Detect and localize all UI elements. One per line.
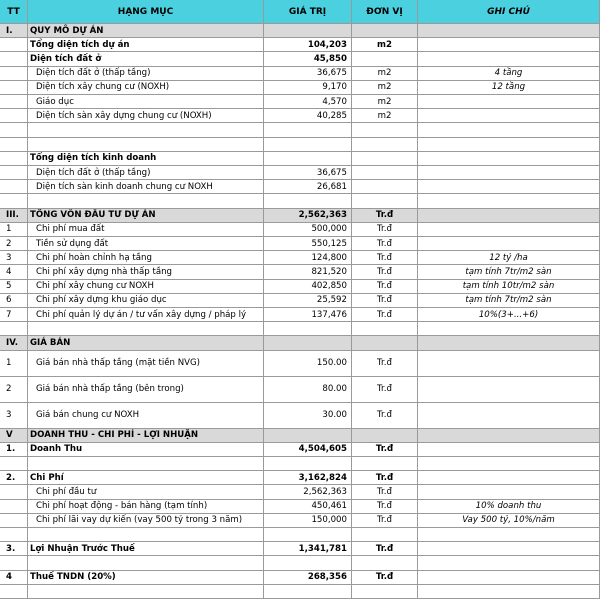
cell-gia-tri[interactable] [264, 138, 352, 152]
cell-tt[interactable] [0, 152, 28, 166]
cell-tt[interactable]: 1. [0, 443, 28, 457]
cell-ghi-chu[interactable] [418, 351, 600, 377]
table-row [0, 265, 600, 279]
cell-don-vi[interactable]: Tr.đ [352, 265, 418, 279]
cell-ghi-chu[interactable]: 12 tỷ /ha [418, 251, 600, 265]
table-row [0, 403, 600, 429]
cell-tt[interactable] [0, 180, 28, 194]
cell-don-vi[interactable]: Tr.đ [352, 308, 418, 322]
cell-ghi-chu[interactable]: 12 tầng [418, 81, 600, 95]
cell-ghi-chu[interactable] [418, 194, 600, 208]
table-row [0, 52, 600, 66]
cell-don-vi[interactable] [352, 585, 418, 599]
cell-don-vi[interactable]: Tr.đ [352, 280, 418, 294]
cell-tt[interactable] [0, 95, 28, 109]
cell-ghi-chu[interactable] [418, 542, 600, 556]
cell-hang-muc[interactable]: Tiền sử dụng đất [28, 237, 264, 251]
cell-tt[interactable] [0, 166, 28, 180]
cell-gia-tri[interactable] [264, 152, 352, 166]
cell-don-vi[interactable] [352, 166, 418, 180]
cell-gia-tri[interactable]: 150,000 [264, 514, 352, 528]
cell-don-vi[interactable] [352, 528, 418, 542]
cell-hang-muc[interactable]: DOANH THU - CHI PHÍ - LỢI NHUẬN [28, 429, 264, 443]
cell-hang-muc[interactable]: Chi phí đầu tư [28, 485, 264, 499]
cell-ghi-chu[interactable] [418, 109, 600, 123]
cell-don-vi[interactable] [352, 556, 418, 570]
table-row [0, 571, 600, 585]
cell-hang-muc[interactable]: Chi phí hoàn chỉnh hạ tầng [28, 251, 264, 265]
table-row [0, 528, 600, 542]
cell-gia-tri[interactable] [264, 24, 352, 38]
table-row [0, 67, 600, 81]
cell-don-vi[interactable]: Tr.đ [352, 377, 418, 403]
cell-gia-tri[interactable] [264, 585, 352, 599]
cell-don-vi[interactable]: Tr.đ [352, 471, 418, 485]
cell-hang-muc[interactable]: GIÁ BÁN [28, 336, 264, 350]
cell-don-vi[interactable] [352, 138, 418, 152]
cell-tt[interactable] [0, 194, 28, 208]
cell-hang-muc[interactable] [28, 457, 264, 471]
cell-hang-muc[interactable]: Chi phí xây dựng nhà thấp tầng [28, 265, 264, 279]
table-row [0, 485, 600, 499]
cell-ghi-chu[interactable] [418, 152, 600, 166]
cell-hang-muc[interactable] [28, 123, 264, 137]
cell-tt[interactable]: 1 [0, 223, 28, 237]
cell-gia-tri[interactable]: 402,850 [264, 280, 352, 294]
table-row [0, 457, 600, 471]
cell-tt[interactable]: V [0, 429, 28, 443]
cell-ghi-chu[interactable] [418, 180, 600, 194]
table-row [0, 585, 600, 599]
cell-tt[interactable]: 4 [0, 571, 28, 585]
cell-gia-tri[interactable]: 124,800 [264, 251, 352, 265]
cell-gia-tri[interactable]: 550,125 [264, 237, 352, 251]
cell-hang-muc[interactable] [28, 556, 264, 570]
cell-tt[interactable] [0, 81, 28, 95]
table-row [0, 280, 600, 294]
cell-don-vi[interactable]: Tr.đ [352, 223, 418, 237]
cell-gia-tri[interactable]: 2,562,363 [264, 209, 352, 223]
cell-ghi-chu[interactable]: 4 tầng [418, 67, 600, 81]
cell-gia-tri[interactable]: 3,162,824 [264, 471, 352, 485]
table-row [0, 556, 600, 570]
cell-gia-tri[interactable]: 26,681 [264, 180, 352, 194]
cell-ghi-chu[interactable] [418, 485, 600, 499]
cell-gia-tri[interactable] [264, 123, 352, 137]
cell-tt[interactable]: 3. [0, 542, 28, 556]
cell-don-vi[interactable]: Tr.đ [352, 209, 418, 223]
table-row [0, 194, 600, 208]
cell-ghi-chu[interactable] [418, 166, 600, 180]
cell-ghi-chu[interactable]: 10%(3+...+6) [418, 308, 600, 322]
cell-tt[interactable] [0, 585, 28, 599]
cell-hang-muc[interactable]: Tổng diện tích dự án [28, 38, 264, 52]
cell-don-vi[interactable]: m2 [352, 38, 418, 52]
table-row [0, 237, 600, 251]
cell-hang-muc[interactable]: Tổng diện tích kinh doanh [28, 152, 264, 166]
cell-ghi-chu[interactable]: tạm tính 10tr/m2 sàn [418, 280, 600, 294]
cell-tt[interactable]: III. [0, 209, 28, 223]
cell-hang-muc[interactable]: Thuế TNDN (20%) [28, 571, 264, 585]
cell-don-vi[interactable] [352, 52, 418, 66]
table-row [0, 471, 600, 485]
cell-tt[interactable] [0, 52, 28, 66]
cell-don-vi[interactable] [352, 123, 418, 137]
table-row [0, 500, 600, 514]
cell-tt[interactable] [0, 457, 28, 471]
cell-ghi-chu[interactable] [418, 585, 600, 599]
cell-don-vi[interactable]: Tr.đ [352, 443, 418, 457]
cell-don-vi[interactable]: Tr.đ [352, 542, 418, 556]
cell-ghi-chu[interactable] [418, 52, 600, 66]
cell-ghi-chu[interactable] [418, 237, 600, 251]
table-row [0, 123, 600, 137]
cell-tt[interactable] [0, 123, 28, 137]
cell-hang-muc[interactable]: Diện tích xây chung cư (NOXH) [28, 81, 264, 95]
cell-hang-muc[interactable]: Giá bán chung cư NOXH [28, 403, 264, 429]
cell-don-vi[interactable]: Tr.đ [352, 514, 418, 528]
cell-don-vi[interactable]: m2 [352, 109, 418, 123]
table-row [0, 166, 600, 180]
cell-don-vi[interactable] [352, 152, 418, 166]
cell-ghi-chu[interactable] [418, 209, 600, 223]
cell-ghi-chu[interactable] [418, 38, 600, 52]
cell-tt[interactable] [0, 485, 28, 499]
table-row [0, 109, 600, 123]
section-row [0, 24, 600, 38]
cell-don-vi[interactable]: Tr.đ [352, 403, 418, 429]
cell-hang-muc[interactable] [28, 138, 264, 152]
cell-don-vi[interactable]: Tr.đ [352, 294, 418, 308]
cell-hang-muc[interactable]: Chi phí xây dựng khu giáo dục [28, 294, 264, 308]
cell-gia-tri[interactable] [264, 457, 352, 471]
cell-gia-tri[interactable]: 500,000 [264, 223, 352, 237]
cell-gia-tri[interactable] [264, 528, 352, 542]
cell-tt[interactable] [0, 138, 28, 152]
cell-tt[interactable]: 4 [0, 265, 28, 279]
header-ghi-chu[interactable]: GHI CHÚ [418, 0, 600, 24]
cell-gia-tri[interactable]: 150.00 [264, 351, 352, 377]
cell-hang-muc[interactable]: Chi Phí [28, 471, 264, 485]
cell-hang-muc[interactable]: Chi phí lãi vay dự kiến (vay 500 tỷ trong 3 năm) [28, 514, 264, 528]
cell-hang-muc[interactable]: Diện tích đất ở (thấp tầng) [28, 166, 264, 180]
cell-tt[interactable]: I. [0, 24, 28, 38]
cell-hang-muc[interactable]: QUY MÔ DỰ ÁN [28, 24, 264, 38]
cell-don-vi[interactable]: Tr.đ [352, 351, 418, 377]
cell-ghi-chu[interactable] [418, 223, 600, 237]
cell-gia-tri[interactable]: 821,520 [264, 265, 352, 279]
cell-hang-muc[interactable]: Doanh Thu [28, 443, 264, 457]
table-row [0, 542, 600, 556]
cell-don-vi[interactable]: Tr.đ [352, 251, 418, 265]
cell-gia-tri[interactable]: 30.00 [264, 403, 352, 429]
cell-hang-muc[interactable] [28, 528, 264, 542]
cell-ghi-chu[interactable] [418, 403, 600, 429]
cell-don-vi[interactable]: Tr.đ [352, 237, 418, 251]
cell-ghi-chu[interactable] [418, 336, 600, 350]
cell-ghi-chu[interactable]: 10% doanh thu [418, 500, 600, 514]
cell-gia-tri[interactable] [264, 322, 352, 336]
cell-don-vi[interactable]: Tr.đ [352, 485, 418, 499]
cell-tt[interactable]: 3 [0, 251, 28, 265]
table-row [0, 81, 600, 95]
cell-don-vi[interactable] [352, 429, 418, 443]
section-row [0, 209, 600, 223]
cell-gia-tri[interactable]: 137,476 [264, 308, 352, 322]
cell-gia-tri[interactable]: 268,356 [264, 571, 352, 585]
cell-hang-muc[interactable] [28, 322, 264, 336]
cell-tt[interactable] [0, 556, 28, 570]
table-row [0, 152, 600, 166]
table-row [0, 377, 600, 403]
cell-hang-muc[interactable]: TỔNG VỐN ĐẦU TƯ DỰ ÁN [28, 209, 264, 223]
cell-gia-tri[interactable]: 1,341,781 [264, 542, 352, 556]
table-row [0, 322, 600, 336]
section-row [0, 336, 600, 350]
cell-ghi-chu[interactable]: tạm tính 7tr/m2 sàn [418, 294, 600, 308]
cell-don-vi[interactable] [352, 322, 418, 336]
cell-tt[interactable] [0, 500, 28, 514]
cell-gia-tri[interactable]: 40,285 [264, 109, 352, 123]
cell-tt[interactable]: 2 [0, 377, 28, 403]
cell-ghi-chu[interactable] [418, 138, 600, 152]
cell-tt[interactable]: 6 [0, 294, 28, 308]
cell-tt[interactable] [0, 109, 28, 123]
cell-ghi-chu[interactable] [418, 471, 600, 485]
cell-tt[interactable] [0, 514, 28, 528]
cell-don-vi[interactable] [352, 24, 418, 38]
cell-gia-tri[interactable]: 4,570 [264, 95, 352, 109]
table-row [0, 180, 600, 194]
cell-gia-tri[interactable]: 36,675 [264, 166, 352, 180]
cell-hang-muc[interactable]: Chi phí quản lý dự án / tư vấn xây dựng / pháp lý [28, 308, 264, 322]
cell-gia-tri[interactable]: 2,562,363 [264, 485, 352, 499]
cell-hang-muc[interactable]: Giá bán nhà thấp tầng (bên trong) [28, 377, 264, 403]
cell-don-vi[interactable]: m2 [352, 95, 418, 109]
table-row [0, 95, 600, 109]
cell-gia-tri[interactable]: 36,675 [264, 67, 352, 81]
cell-hang-muc[interactable]: Diện tích đất ở (thấp tầng) [28, 67, 264, 81]
cell-gia-tri[interactable]: 104,203 [264, 38, 352, 52]
cell-tt[interactable]: 5 [0, 280, 28, 294]
cell-tt[interactable]: 1 [0, 351, 28, 377]
cell-gia-tri[interactable]: 4,504,605 [264, 443, 352, 457]
cell-gia-tri[interactable] [264, 194, 352, 208]
cell-ghi-chu[interactable] [418, 123, 600, 137]
cell-ghi-chu[interactable] [418, 556, 600, 570]
cell-gia-tri[interactable] [264, 336, 352, 350]
cell-ghi-chu[interactable]: Vay 500 tỷ, 10%/năm [418, 514, 600, 528]
cell-don-vi[interactable]: m2 [352, 81, 418, 95]
cell-ghi-chu[interactable] [418, 95, 600, 109]
table-row [0, 223, 600, 237]
cell-hang-muc[interactable] [28, 194, 264, 208]
cell-gia-tri[interactable]: 450,461 [264, 500, 352, 514]
cell-don-vi[interactable]: Tr.đ [352, 571, 418, 585]
cell-hang-muc[interactable]: Lợi Nhuận Trước Thuế [28, 542, 264, 556]
cell-hang-muc[interactable]: Chi phí hoạt động - bán hàng (tạm tính) [28, 500, 264, 514]
cell-gia-tri[interactable]: 80.00 [264, 377, 352, 403]
table-row [0, 443, 600, 457]
cell-ghi-chu[interactable]: tạm tính 7tr/m2 sàn [418, 265, 600, 279]
cell-ghi-chu[interactable] [418, 528, 600, 542]
table-row [0, 308, 600, 322]
cell-tt[interactable]: 2 [0, 237, 28, 251]
cell-gia-tri[interactable] [264, 429, 352, 443]
cell-hang-muc[interactable]: Diện tích sàn kinh doanh chung cư NOXH [28, 180, 264, 194]
cell-hang-muc[interactable]: Diện tích đất ở [28, 52, 264, 66]
cell-tt[interactable]: IV. [0, 336, 28, 350]
header-don-vi[interactable]: ĐƠN VỊ [352, 0, 418, 24]
header-tt[interactable]: TT [0, 0, 28, 24]
cell-hang-muc[interactable] [28, 585, 264, 599]
cell-hang-muc[interactable]: Chi phí mua đất [28, 223, 264, 237]
cell-ghi-chu[interactable] [418, 429, 600, 443]
cell-gia-tri[interactable]: 25,592 [264, 294, 352, 308]
cell-gia-tri[interactable]: 9,170 [264, 81, 352, 95]
cell-don-vi[interactable] [352, 180, 418, 194]
table-row [0, 251, 600, 265]
cell-tt[interactable]: 7 [0, 308, 28, 322]
cell-hang-muc[interactable]: Diện tích sàn xây dựng chung cư (NOXH) [28, 109, 264, 123]
cell-tt[interactable] [0, 67, 28, 81]
cell-hang-muc[interactable]: Giá bán nhà thấp tầng (mặt tiền NVG) [28, 351, 264, 377]
header-gia-tri[interactable]: GIÁ TRỊ [264, 0, 352, 24]
table-row [0, 138, 600, 152]
cell-don-vi[interactable]: m2 [352, 67, 418, 81]
table-row [0, 38, 600, 52]
cell-tt[interactable] [0, 322, 28, 336]
header-row [0, 0, 600, 24]
cell-tt[interactable] [0, 38, 28, 52]
cell-tt[interactable]: 2. [0, 471, 28, 485]
cell-don-vi[interactable] [352, 457, 418, 471]
cell-ghi-chu[interactable] [418, 377, 600, 403]
cell-don-vi[interactable]: Tr.đ [352, 500, 418, 514]
cell-ghi-chu[interactable] [418, 443, 600, 457]
cell-ghi-chu[interactable] [418, 457, 600, 471]
cell-ghi-chu[interactable] [418, 24, 600, 38]
cell-ghi-chu[interactable] [418, 571, 600, 585]
cell-tt[interactable] [0, 528, 28, 542]
cell-hang-muc[interactable]: Chi phí xây chung cư NOXH [28, 280, 264, 294]
cell-gia-tri[interactable] [264, 556, 352, 570]
cell-don-vi[interactable] [352, 336, 418, 350]
table-row [0, 514, 600, 528]
table-row [0, 351, 600, 377]
header-hang-muc[interactable]: HẠNG MỤC [28, 0, 264, 24]
cell-don-vi[interactable] [352, 194, 418, 208]
cell-tt[interactable]: 3 [0, 403, 28, 429]
cell-gia-tri[interactable]: 45,850 [264, 52, 352, 66]
section-row [0, 429, 600, 443]
cell-ghi-chu[interactable] [418, 322, 600, 336]
table-row [0, 294, 600, 308]
cell-hang-muc[interactable]: Giáo dục [28, 95, 264, 109]
